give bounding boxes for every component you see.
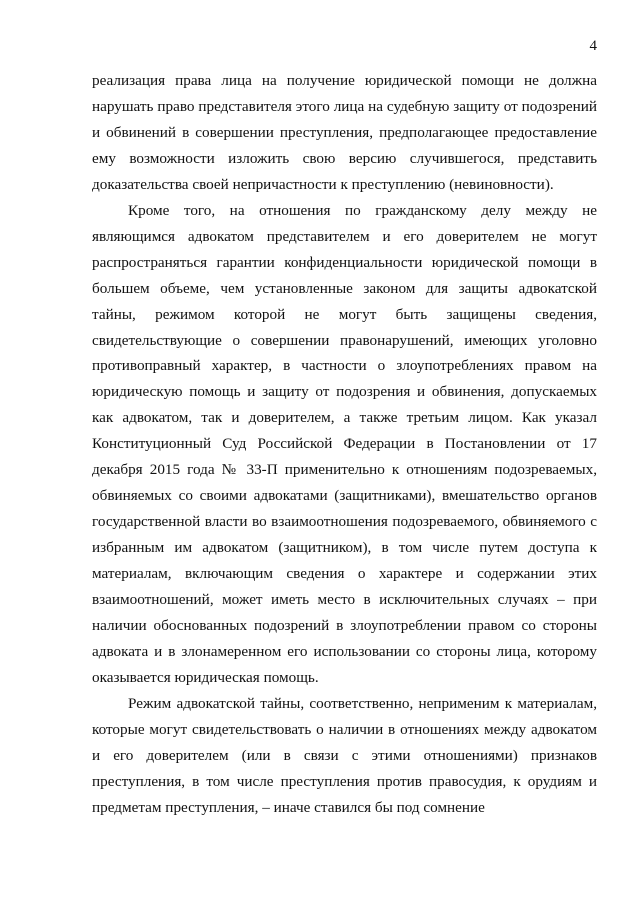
paragraph-attorney-secrecy: Режим адвокатской тайны, соответственно, неприменим к материалам, которые могут свидетельствовать о наличии в отношениях между адвокатом и его доверителем (или в связи с этими отношениями) признаков преступления, в том числе преступления против правосудия, к орудиям и предметам преступления, – иначе ставился бы под сомнение <box>92 694 597 816</box>
page-number: 4 <box>589 38 597 54</box>
paragraph-continuation: реализация права лица на получение юридической помощи не должна нарушать право представителя этого лица на судебную защиту от подозрений и обвинений в совершении преступления, предполагающее предоставление ему возможности изложить свою версию случившегося, представить доказательства своей непричастности к преступлению (невиновности). <box>92 72 597 193</box>
document-body <box>92 68 597 821</box>
paragraph-confidentiality: Кроме того, на отношения по гражданскому делу между не являющимся адвокатом представителем и его доверителем не могут распространяться гарантии конфиденциальности юридической помощи в большем объеме, чем установленные законом для защиты адвокатской тайны, режимом которой не могут быть защищены сведения, свидетельствующие о совершении правонарушений, имеющих уголовно противоправный характер, в частности о злоупотреблениях правом на юридическую помощь и защиту от подозрения и обвинения, допускаемых как адвокатом, так и доверителем, а также третьим лицом. Как указал Конституционный Суд Российской Федерации в Постановлении от 17 декабря 2015 года № 33-П применительно к отношениям подозреваемых, обвиняемых со своими адвокатами (защитниками), вмешательство органов государственной власти во взаимоотношения подозреваемого, обвиняемого с избранным им адвокатом (защитником), в том числе путем доступа к материалам, включающим сведения о характере и содержании этих взаимоотношений, может иметь место в исключительных случаях – при наличии обоснованных подозрений в злоупотреблении правом со стороны адвоката и в злонамеренном его использовании со стороны лица, которому оказывается юридическая помощь. <box>92 201 597 686</box>
